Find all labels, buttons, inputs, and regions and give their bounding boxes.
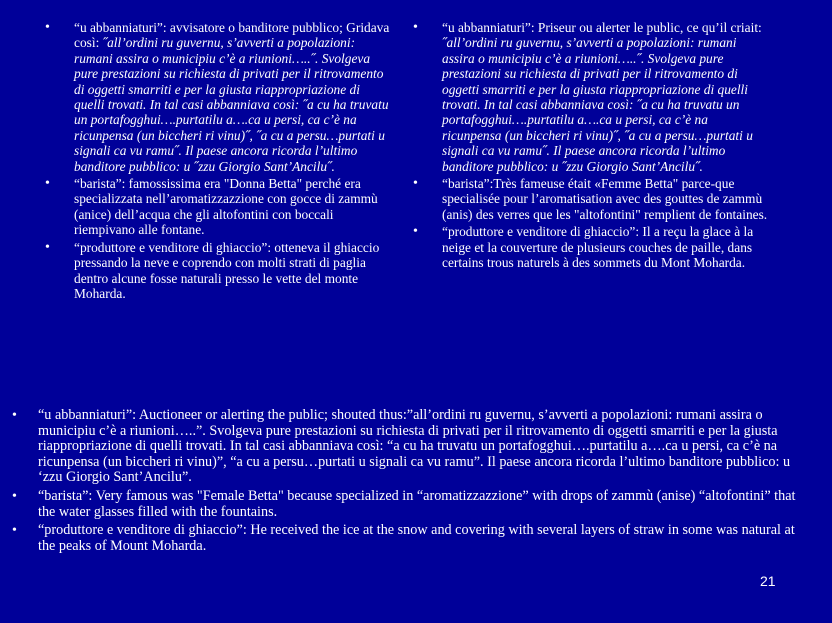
- list-item: [45, 176, 393, 238]
- page-number: 21: [760, 573, 776, 589]
- list-item: [413, 176, 768, 222]
- list-item: [45, 239, 393, 302]
- french-column: [413, 20, 768, 273]
- italian-column: [45, 20, 393, 303]
- list-item: [12, 489, 802, 520]
- item-text: “barista”:Très fameuse était «Femme Betta" parce-que specialisée pour l’aromatisation avec des gouttes de zammù (anis) des verres que les "altofontini" remplient de fontaines.: [442, 176, 768, 222]
- bullet: •: [45, 239, 50, 255]
- item-text: “barista”: Very famous was "Female Betta" because specialized in “aromatizzazzione” with drops of zammù (anise) “altofontini” that the water glasses filled with the fountains.: [38, 487, 796, 520]
- item-quote: ˝all’ordini ru guvernu, s’avverti a popolazioni: rumani assira o municipiu c’è a riunioni…..˝. Svolgeva pure prestazioni su richiesta di privati per il ritrovamento di oggetti smarriti e per la giusta riappropriazione di quelli trovati. In tal casi abbanniava così: ˝a cu ha truvatu un portafogghui….purtatilu a….ca u persi, ca c’è na ricunpensa (un biccheri ri vinu)˝, ˝a cu a persu…purtati u signali ca vu ramu˝. Il paese ancora ricorda l’ultimo banditore pubblico: u ˝zzu Giorgio Sant’Ancilu˝.: [74, 35, 389, 174]
- list-item: [12, 523, 802, 554]
- list-item: [413, 20, 768, 174]
- item-text: “produttore e venditore di ghiaccio”: otteneva il ghiaccio pressando la neve e coprendo con molti strati di paglia dentro alcune fosse naturali presso le vette del monte Moharda.: [74, 239, 380, 301]
- item-text: “produttore e venditore di ghiaccio”: He received the ice at the snow and covering with several layers of straw in some was natural at the peaks of Mount Moharda.: [38, 522, 795, 554]
- bullet: •: [12, 488, 17, 504]
- bullet: •: [413, 176, 418, 192]
- item-text: “produttore e venditore di ghiaccio”: Il a reçu la glace à la neige et la couverture de plusieurs couches de paille, dans certains trous naturels à des sommets du Mont Moharda.: [442, 224, 754, 271]
- item-lead: “u abbanniaturi”: avvisatore o banditore pubblico; Gridava così:: [74, 20, 390, 51]
- english-section: [12, 408, 802, 557]
- list-item: [12, 408, 802, 486]
- item-quote: ˝all’ordini ru guvernu, s’avverti a popolazioni: rumani assira o municipiu c’è a riunioni…..˝. Svolgeva pure prestazioni su richiesta di privati per il ritrovamento di oggetti smarriti e per la giusta riappropriazione di quelli trovati. In tal casi abbanniava così: ˝a cu ha truvatu un portafogghui….purtatilu a….ca u persi, ca c’è na ricunpensa (un biccheri ri vinu)˝, ˝a cu a persu…purtati u signali ca vu ramu˝. Il paese ancora ricorda l’ultimo banditore pubblico: u ˝zzu Giorgio Sant’Ancilu˝.: [442, 35, 753, 174]
- list-item: [45, 20, 393, 174]
- item-text: “u abbanniaturi”: Auctioneer or alerting the public; shouted thus:”all’ordini ru guvernu, s’avverti a popolazioni: rumani assira o municipiu c’è a riunioni…..”. Svolgeva pure prestazioni su richiesta di privati per il ritrovamento di oggetti smarriti e per la giusta riappropriazione di quelli trovati. In tal casi abbanniava così: “a cu ha truvatu un portafogghui….purtatilu a….ca u persi, ca c’è na ricunpensa (un biccheri ri vinu)”, “a cu a persu…purtati u signali ca vu ramu”. Il paese ancora ricorda l’ultimo banditore pubblico: u ‘zzu Giorgio Sant’Ancilu”.: [38, 407, 791, 486]
- bullet: •: [413, 224, 418, 240]
- bullet: •: [413, 20, 418, 35]
- bullet: •: [12, 408, 17, 423]
- list-item: [413, 224, 768, 271]
- item-text: “barista”: famossissima era "Donna Betta" perché era specializzata nell’aromatizzazzione con gocce di zammù (anice) dell’acqua che gli altofontini con boccali riempivano alle fontane.: [74, 176, 378, 238]
- bullet: •: [12, 523, 17, 539]
- bullet: •: [45, 20, 50, 35]
- item-lead: “u abbanniaturi”: Priseur ou alerter le public, ce qu’il criait:: [442, 20, 762, 35]
- bullet: •: [45, 176, 50, 192]
